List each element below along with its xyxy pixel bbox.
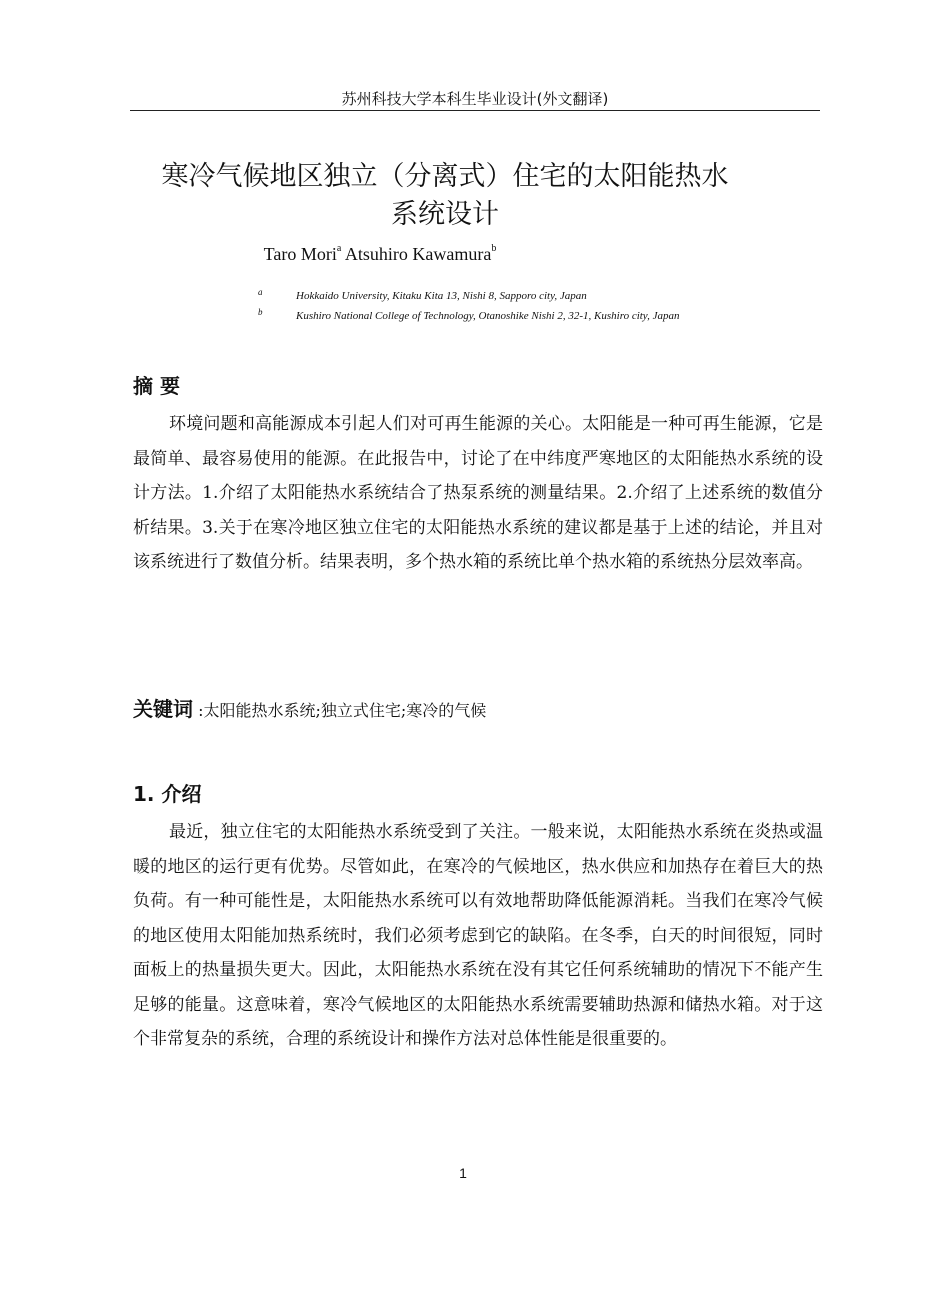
page-number: 1 xyxy=(459,1165,467,1181)
affiliation-b xyxy=(258,304,679,324)
affiliation-b-mark: b xyxy=(258,307,263,317)
abstract-body: 环境问题和高能源成本引起人们对可再生能源的关心。太阳能是一种可再生能源，它是最简单、最容易使用的能源。在此报告中，讨论了在中纬度严寒地区的太阳能热水系统的设计方法。1.介绍了太阳能热水系统结合了热泵系统的测量结果。2.介绍了上述系统的数值分析结果。3.关于在寒冷地区独立住宅的太阳能热水系统的建议都是基于上述的结论，并且对该系统进行了数值分析。结果表明，多个热水箱的系统比单个热水箱的系统热分层效率高。 xyxy=(133,414,823,572)
keywords-label: 关键词 xyxy=(133,697,193,721)
affiliation-a-mark: a xyxy=(258,287,263,297)
paper-title-line-2: 系统设计 xyxy=(391,199,499,230)
introduction-heading: 1. 介绍 xyxy=(133,782,202,806)
affiliation-a xyxy=(258,284,587,304)
running-header: 苏州科技大学本科生毕业设计(外文翻译) xyxy=(341,90,609,108)
abstract-heading: 摘 要 xyxy=(133,374,180,398)
introduction-body: 最近，独立住宅的太阳能热水系统受到了关注。一般来说，太阳能热水系统在炎热或温暖的地区的运行更有优势。尽管如此，在寒冷的气候地区，热水供应和加热存在着巨大的热负荷。有一种可能性是，太阳能热水系统可以有效地帮助降低能源消耗。当我们在寒冷气候的地区使用太阳能加热系统时，我们必须考虑到它的缺陷。在冬季，白天的时间很短，同时面板上的热量损失更大。因此，太阳能热水系统在没有其它任何系统辅助的情况下不能产生足够的能量。这意味着，寒冷气候地区的太阳能热水系统需要辅助热源和储热水箱。对于这个非常复杂的系统，合理的系统设计和操作方法对总体性能是很重要的。 xyxy=(133,822,823,1049)
author-1-mark: a xyxy=(336,243,342,254)
author-line xyxy=(0,242,760,266)
paper-title xyxy=(130,158,890,234)
affiliation-a-text: Hokkaido University, Kitaku Kita 13, Nishi 8, Sapporo city, Japan xyxy=(296,290,587,302)
affiliation-b-text: Kushiro National College of Technology, Otanoshike Nishi 2, 32-1, Kushiro city, Japan xyxy=(296,310,680,322)
author-1-name: Taro Mori xyxy=(263,244,337,264)
author-2-name: Atsuhiro Kawamura xyxy=(344,244,492,264)
author-2-mark: b xyxy=(491,243,497,254)
paper-title-line-1: 寒冷气候地区独立（分离式）住宅的太阳能热水 xyxy=(161,161,729,192)
keywords-text: :太阳能热水系统;独立式住宅;寒冷的气候 xyxy=(198,701,487,720)
keywords-line xyxy=(133,694,823,726)
header-divider xyxy=(130,110,820,111)
